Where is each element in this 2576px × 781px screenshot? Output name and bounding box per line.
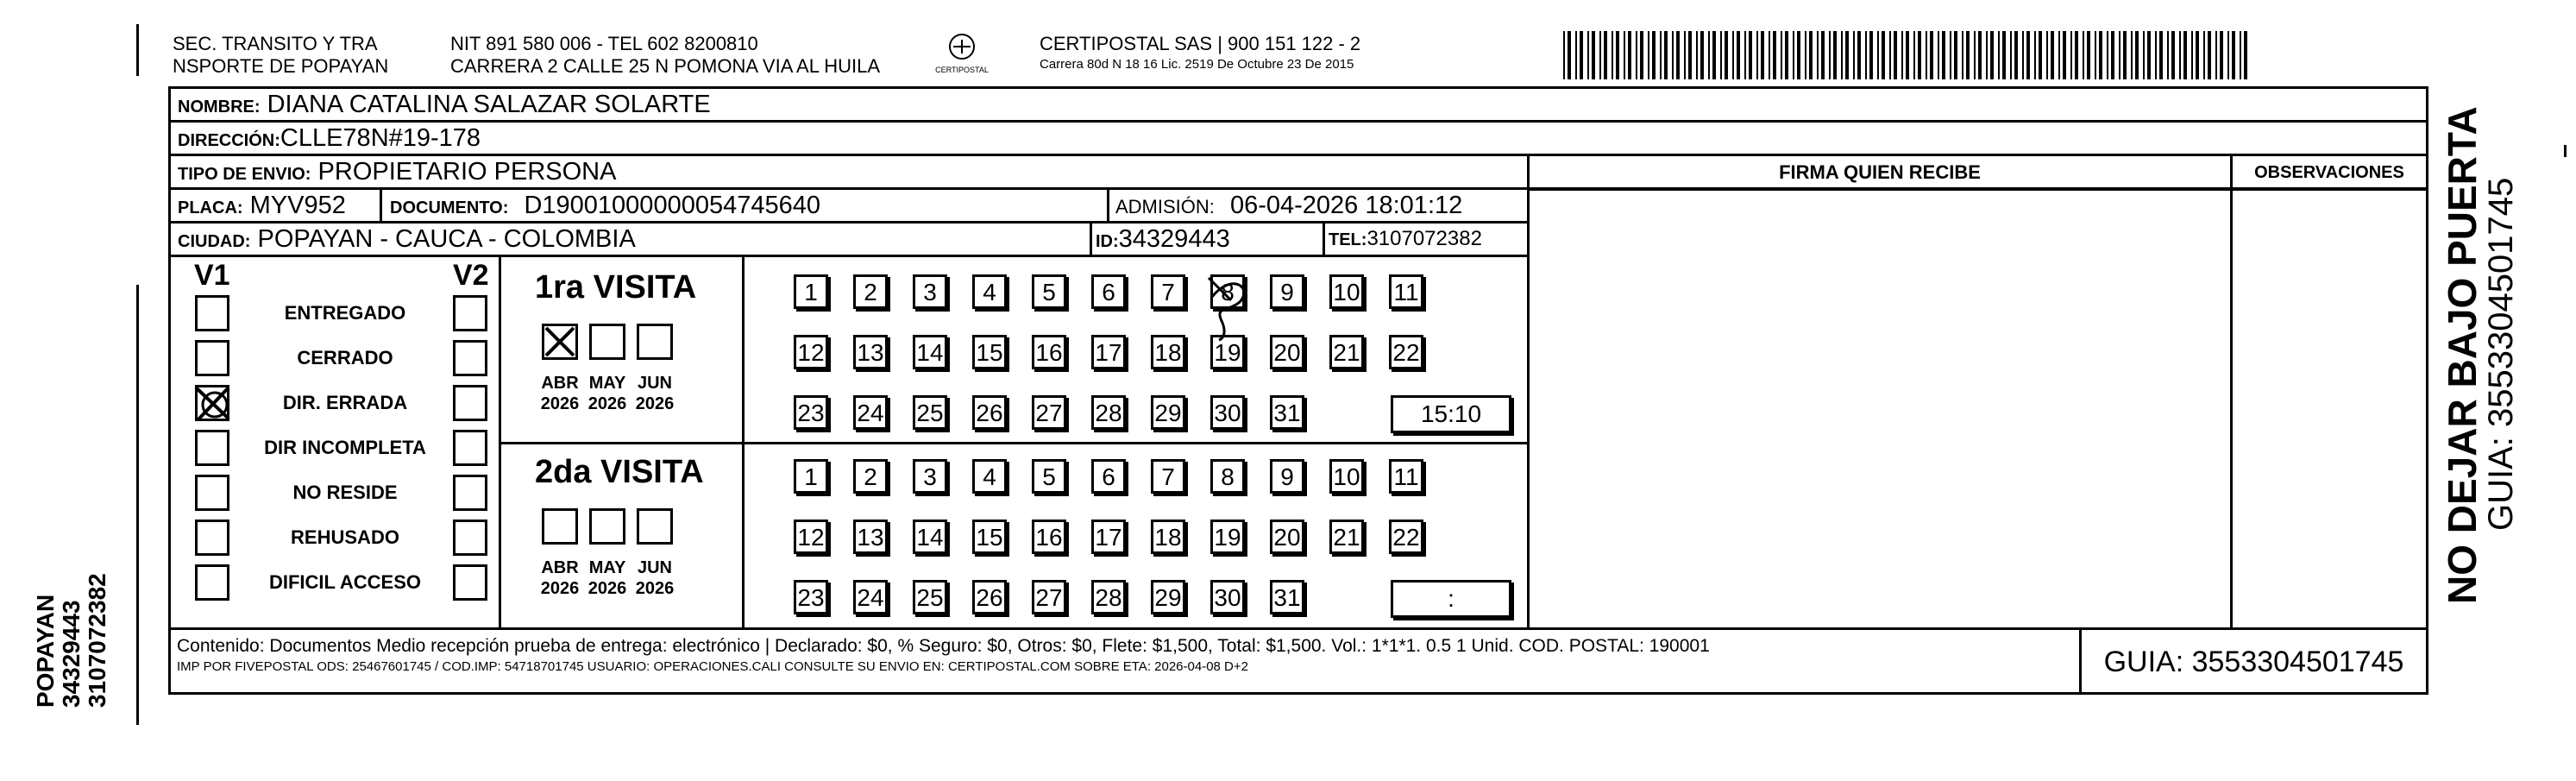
tel-label: TEL: xyxy=(1329,230,1367,249)
barcode-bar xyxy=(1587,31,1589,79)
visit1-day-23[interactable]: 23 xyxy=(794,395,828,430)
left-id: 34329443 xyxy=(58,600,85,708)
id-label: ID: xyxy=(1096,232,1119,251)
visit2-day-7[interactable]: 7 xyxy=(1151,459,1185,494)
status-v1-checkbox[interactable] xyxy=(195,564,229,601)
visit2-day-2[interactable]: 2 xyxy=(853,459,888,494)
barcode-bar xyxy=(1769,31,1770,79)
barcode-bar xyxy=(1853,31,1855,79)
visit1-day-31[interactable]: 31 xyxy=(1270,395,1304,430)
left-divider-bottom xyxy=(136,285,139,725)
visit2-day-25[interactable]: 25 xyxy=(913,580,947,614)
barcode-bar xyxy=(2191,31,2193,79)
visit2-day-23[interactable]: 23 xyxy=(794,580,828,614)
barcode-bar xyxy=(1636,31,1637,79)
content-line: Contenido: Documentos Medio recepción prueba de entrega: electrónico | Declarado: $0, % Seguro: $0, Otros: $0, Flete: $1,500, Total: $1,500. Vol.: 1*1*1. 0.5 1 Unid. COD. POSTAL: 190001 xyxy=(177,636,1710,656)
barcode-bar xyxy=(2143,31,2145,79)
visit1-day-1[interactable]: 1 xyxy=(794,274,828,309)
city-value: POPAYAN - CAUCA - COLOMBIA xyxy=(257,225,636,253)
id-divider xyxy=(1090,224,1092,255)
barcode-bar xyxy=(1966,31,1970,79)
left-city: POPAYAN xyxy=(32,594,59,708)
visit1-day-29[interactable]: 29 xyxy=(1151,395,1185,430)
barcode-bar xyxy=(1563,31,1565,79)
visit1-day-15[interactable]: 15 xyxy=(972,335,1007,369)
barcode-bar xyxy=(1974,31,1976,79)
sender-line1: SEC. TRANSITO Y TRA xyxy=(173,33,378,54)
barcode-bar xyxy=(1962,31,1963,79)
barcode-bar xyxy=(2034,31,2036,79)
barcode-bar xyxy=(2131,31,2133,79)
recipient-address: CLLE78N#19-178 xyxy=(280,124,481,152)
name-label: NOMBRE: xyxy=(178,98,261,117)
barcode-bar xyxy=(1688,31,1692,79)
barcode-bar xyxy=(1599,31,1601,79)
observations-area[interactable] xyxy=(2233,191,2426,627)
footer-text xyxy=(177,635,2070,677)
visit2-day-29[interactable]: 29 xyxy=(1151,580,1185,614)
barcode-bar xyxy=(2087,31,2090,79)
barcode-bar xyxy=(1901,31,1903,79)
status-label: DIR INCOMPLETA xyxy=(264,437,426,458)
barcode-bar xyxy=(1869,31,1873,79)
status-v2-checkbox[interactable] xyxy=(453,564,487,601)
visit2-day-3[interactable]: 3 xyxy=(913,459,947,494)
visit1-day-18[interactable]: 18 xyxy=(1151,335,1185,369)
visit1-day-2[interactable]: 2 xyxy=(853,274,888,309)
barcode-bar xyxy=(1918,31,1921,79)
barcode-bar xyxy=(1877,31,1879,79)
document-label: DOCUMENTO: xyxy=(390,198,509,217)
barcode-bar xyxy=(1889,31,1891,79)
month-year: 2026 xyxy=(540,579,580,598)
barcode-bar xyxy=(1882,31,1885,79)
barcode-bar xyxy=(1913,31,1915,79)
address-label: DIRECCIÓN: xyxy=(178,131,280,150)
status-v2-checkbox[interactable] xyxy=(453,430,487,466)
barcode-bar xyxy=(1773,31,1776,79)
visit1-day-24[interactable]: 24 xyxy=(853,395,888,430)
status-v2-checkbox[interactable] xyxy=(453,475,487,511)
barcode-bar xyxy=(2208,31,2211,79)
visit2-day-31[interactable]: 31 xyxy=(1270,580,1304,614)
visit1-day-30[interactable]: 30 xyxy=(1210,395,1245,430)
month-name: JUN xyxy=(637,558,672,577)
barcode-bar xyxy=(1781,31,1782,79)
side-warning: NO DEJAR BAJO PUERTA xyxy=(2440,106,2485,604)
visit2-day-21[interactable]: 21 xyxy=(1329,520,1364,554)
visit2-day-15[interactable]: 15 xyxy=(972,520,1007,554)
visit1-day-7[interactable]: 7 xyxy=(1151,274,1185,309)
visit1-day-16[interactable]: 16 xyxy=(1032,335,1066,369)
issuer-block xyxy=(450,33,880,78)
month-name: MAY xyxy=(588,374,626,393)
plate-divider xyxy=(380,190,382,221)
month-name: MAY xyxy=(588,558,626,577)
barcode-bar xyxy=(2039,31,2042,79)
visit2-month-label xyxy=(629,557,681,599)
barcode-bar xyxy=(2075,31,2078,79)
barcode-bar xyxy=(1676,31,1680,79)
visit2-day-11[interactable]: 11 xyxy=(1389,459,1423,494)
visit1-day-3[interactable]: 3 xyxy=(913,274,947,309)
visit1-day-11[interactable]: 11 xyxy=(1389,274,1423,309)
barcode-bar xyxy=(1829,31,1831,79)
barcode-bar xyxy=(2026,31,2030,79)
barcode-bar xyxy=(1648,31,1649,79)
barcode-bar xyxy=(2159,31,2163,79)
status-v1-checkbox[interactable] xyxy=(195,475,229,511)
barcode-bar xyxy=(1672,31,1674,79)
nit-line: NIT 891 580 006 - TEL 602 8200810 xyxy=(450,33,758,54)
barcode-bar xyxy=(2058,31,2060,79)
plate-label: PLACA: xyxy=(178,198,243,217)
barcode-bar xyxy=(2196,31,2199,79)
barcode-bar xyxy=(2123,31,2127,79)
barcode-bar xyxy=(1950,31,1951,79)
visit1-day-21[interactable]: 21 xyxy=(1329,335,1364,369)
visit1-day-25[interactable]: 25 xyxy=(913,395,947,430)
left-side-text xyxy=(33,535,110,708)
visit2-month-label xyxy=(534,557,586,599)
visit2-month-label xyxy=(581,557,633,599)
barcode-bar xyxy=(1821,31,1825,79)
barcode-bar xyxy=(2022,31,2024,79)
status-v2-checkbox[interactable] xyxy=(453,295,487,331)
status-label: ENTREGADO xyxy=(284,302,406,324)
visit2-time-box[interactable]: : xyxy=(1391,580,1511,618)
barcode-bar xyxy=(1998,31,2000,79)
barcode-bar xyxy=(1805,31,1806,79)
visit1-month-checkbox[interactable] xyxy=(589,324,625,360)
visit1-day-6[interactable]: 6 xyxy=(1091,274,1126,309)
barcode-bar xyxy=(2051,31,2054,79)
id-value: 34329443 xyxy=(1118,225,1230,253)
visit1-title: 1ra VISITA xyxy=(535,269,697,305)
barcode-bar xyxy=(1990,31,1994,79)
sender-block xyxy=(173,33,388,78)
visit2-day-19[interactable]: 19 xyxy=(1210,520,1245,554)
barcode-bar xyxy=(2147,31,2151,79)
barcode-bar xyxy=(1845,31,1849,79)
visit1-time-box[interactable]: 15:10 xyxy=(1391,395,1511,433)
status-v1-checkbox[interactable] xyxy=(195,385,229,421)
barcode-bar xyxy=(1604,31,1607,79)
barcode-bar xyxy=(1744,31,1746,79)
visit2-day-13[interactable]: 13 xyxy=(853,520,888,554)
visit1-day-26[interactable]: 26 xyxy=(972,395,1007,430)
barcode-bar xyxy=(2070,31,2072,79)
visit2-day-24[interactable]: 24 xyxy=(853,580,888,614)
visit1-day-14[interactable]: 14 xyxy=(913,335,947,369)
barcode-bar xyxy=(1696,31,1698,79)
imp-line: IMP POR FIVEPOSTAL ODS: 25467601745 / COD.IMP: 54718701745 USUARIO: OPERACIONES.CALI CONSULTE SU ENVIO EN: CERTIPOSTAL.COM SOBRE ETA: 2026-04-08 D+2 xyxy=(177,659,1248,674)
barcode-bar xyxy=(1954,31,1957,79)
sender-line2: NSPORTE DE POPAYAN xyxy=(173,55,389,77)
visit2-day-30[interactable]: 30 xyxy=(1210,580,1245,614)
visit2-day-18[interactable]: 18 xyxy=(1151,520,1185,554)
tel-value: 3107072382 xyxy=(1367,227,1482,250)
month-name: ABR xyxy=(541,558,579,577)
visit2-day-22[interactable]: 22 xyxy=(1389,520,1423,554)
barcode-bar xyxy=(2167,31,2169,79)
visit2-day-27[interactable]: 27 xyxy=(1032,580,1066,614)
left-tel: 3107072382 xyxy=(84,573,110,708)
barcode-bar xyxy=(1652,31,1656,79)
visit2-day-5[interactable]: 5 xyxy=(1032,459,1066,494)
barcode-bar xyxy=(1942,31,1945,79)
visit1-day-4[interactable]: 4 xyxy=(972,274,1007,309)
visit1-day-12[interactable]: 12 xyxy=(794,335,828,369)
barcode-bar xyxy=(1568,31,1571,79)
shipment-type: PROPIETARIO PERSONA xyxy=(317,158,617,186)
barcode-bar xyxy=(2107,31,2108,79)
status-label: NO RESIDE xyxy=(292,482,398,503)
recipient-name: DIANA CATALINA SALAZAR SOLARTE xyxy=(267,91,711,118)
visit1-day-8[interactable]: 8 xyxy=(1210,274,1245,309)
barcode-bar xyxy=(2095,31,2096,79)
barcode-bar xyxy=(2119,31,2120,79)
edge-mark xyxy=(2564,145,2567,157)
barcode-bar xyxy=(1841,31,1843,79)
barcode-bar xyxy=(1628,31,1631,79)
admission-label: ADMISIÓN: xyxy=(1115,196,1215,217)
visit2-month-checkbox[interactable] xyxy=(542,508,578,545)
visit1-month-label xyxy=(629,373,681,414)
visit2-day-8[interactable]: 8 xyxy=(1210,459,1245,494)
barcode-bar xyxy=(1817,31,1819,79)
visit2-day-9[interactable]: 9 xyxy=(1270,459,1304,494)
barcode-bar xyxy=(1575,31,1577,79)
visit1-day-mark xyxy=(1205,271,1253,340)
admission-value: 06-04-2026 18:01:12 xyxy=(1229,192,1463,219)
barcode-bar xyxy=(1616,31,1619,79)
barcode-bar xyxy=(2111,31,2114,79)
visit-separator xyxy=(501,442,1527,444)
status-label: CERRADO xyxy=(297,347,393,368)
barcode-bar xyxy=(1684,31,1686,79)
status-v2-checkbox[interactable] xyxy=(453,385,487,421)
barcode-bar xyxy=(2227,31,2229,79)
barcode-bar xyxy=(1660,31,1662,79)
plate-value: MYV952 xyxy=(249,192,346,219)
barcode-bar xyxy=(1785,31,1788,79)
visit2-day-12[interactable]: 12 xyxy=(794,520,828,554)
visit2-day-17[interactable]: 17 xyxy=(1091,520,1126,554)
visit1-day-22[interactable]: 22 xyxy=(1389,335,1423,369)
tel-divider xyxy=(1323,224,1325,255)
barcode-bar xyxy=(1978,31,1982,79)
barcode-bar xyxy=(1930,31,1933,79)
barcode-bar xyxy=(1580,31,1583,79)
name-row xyxy=(171,89,2426,123)
barcode-bar xyxy=(2083,31,2084,79)
visit2-day-4[interactable]: 4 xyxy=(972,459,1007,494)
month-year: 2026 xyxy=(635,394,675,413)
barcode-bar xyxy=(2135,31,2139,79)
barcode-bar xyxy=(1761,31,1764,79)
barcode-bar xyxy=(1926,31,1927,79)
barcode-bar xyxy=(2155,31,2157,79)
barcode-bar xyxy=(1833,31,1837,79)
barcode-bar xyxy=(2014,31,2018,79)
visit1-day-28[interactable]: 28 xyxy=(1091,395,1126,430)
barcode-bar xyxy=(2179,31,2181,79)
visit1-month-label xyxy=(581,373,633,414)
barcode-bar xyxy=(1857,31,1861,79)
visit1-day-13[interactable]: 13 xyxy=(853,335,888,369)
barcode-bar xyxy=(1664,31,1668,79)
month-name: JUN xyxy=(637,374,672,393)
visit2-month-checkbox[interactable] xyxy=(589,508,625,545)
barcode-bar xyxy=(1612,31,1613,79)
status-label: DIFICIL ACCESO xyxy=(268,571,421,593)
visit1-day-17[interactable]: 17 xyxy=(1091,335,1126,369)
barcode-bar xyxy=(1712,31,1716,79)
status-v1-checkbox[interactable] xyxy=(195,430,229,466)
barcode-bar xyxy=(2099,31,2102,79)
visit1-month-label xyxy=(534,373,586,414)
month-year: 2026 xyxy=(587,579,627,598)
visit2-day-14[interactable]: 14 xyxy=(913,520,947,554)
status-v2-checkbox[interactable] xyxy=(453,340,487,376)
document-value: D19001000000054745640 xyxy=(524,192,820,219)
barcode-bar xyxy=(1749,31,1752,79)
visit1-day-9[interactable]: 9 xyxy=(1270,274,1304,309)
footer-rule xyxy=(171,627,2426,630)
side-guia: GUIA: 3553304501745 xyxy=(2482,177,2520,531)
month-year: 2026 xyxy=(540,394,580,413)
company-logo xyxy=(927,28,996,79)
city-row xyxy=(171,224,1527,257)
barcode-bar xyxy=(2010,31,2012,79)
city-label: CIUDAD: xyxy=(178,232,251,251)
month-name: ABR xyxy=(541,374,579,393)
barcode-bar xyxy=(1720,31,1722,79)
barcode-bar xyxy=(2046,31,2048,79)
signature-header: FIRMA QUIEN RECIBE xyxy=(1779,161,1981,183)
barcode-bar xyxy=(2215,31,2217,79)
visit2-day-10[interactable]: 10 xyxy=(1329,459,1364,494)
barcode-bar xyxy=(1592,31,1595,79)
visit2-day-16[interactable]: 16 xyxy=(1032,520,1066,554)
company-line: CERTIPOSTAL SAS | 900 151 122 - 2 xyxy=(1040,33,1361,54)
status-v1-checkbox[interactable] xyxy=(195,295,229,331)
observations-header: OBSERVACIONES xyxy=(2254,163,2404,182)
visit2-day-26[interactable]: 26 xyxy=(972,580,1007,614)
v1-label: V1 xyxy=(194,259,230,292)
barcode xyxy=(1561,31,2259,79)
status-v2-checkbox[interactable] xyxy=(453,520,487,556)
logo-wordmark: CERTIPOSTAL xyxy=(935,66,989,74)
barcode-bar xyxy=(2002,31,2006,79)
visit2-title: 2da VISITA xyxy=(535,454,704,490)
barcode-bar xyxy=(2220,31,2223,79)
issuer-address: CARRERA 2 CALLE 25 N POMONA VIA AL HUILA xyxy=(450,55,881,77)
visit1-day-19[interactable]: 19 xyxy=(1210,335,1245,369)
status-v1-checkbox[interactable] xyxy=(195,340,229,376)
barcode-bar xyxy=(1865,31,1867,79)
barcode-bar xyxy=(1938,31,1939,79)
visit2-day-1[interactable]: 1 xyxy=(794,459,828,494)
barcode-bar xyxy=(1725,31,1728,79)
admission-divider xyxy=(1107,190,1109,221)
address-row xyxy=(171,123,2426,156)
status-v1-checkbox[interactable] xyxy=(195,520,229,556)
status-label: REHUSADO xyxy=(291,526,399,548)
barcode-bar xyxy=(2244,31,2247,79)
barcode-bar xyxy=(1640,31,1643,79)
visit1-month-checkbox[interactable] xyxy=(637,324,673,360)
visit2-month-checkbox[interactable] xyxy=(637,508,673,545)
left-divider-top xyxy=(136,24,139,76)
type-label: TIPO DE ENVIO: xyxy=(178,165,311,184)
visit2-day-6[interactable]: 6 xyxy=(1091,459,1126,494)
barcode-bar xyxy=(2240,31,2241,79)
visit1-month-checkbox[interactable] xyxy=(542,324,578,360)
barcode-bar xyxy=(2203,31,2205,79)
barcode-bar xyxy=(1732,31,1734,79)
visit1-day-20[interactable]: 20 xyxy=(1270,335,1304,369)
visit2-day-20[interactable]: 20 xyxy=(1270,520,1304,554)
barcode-bar xyxy=(2063,31,2066,79)
barcode-bar xyxy=(1624,31,1625,79)
barcode-bar xyxy=(1906,31,1909,79)
barcode-bar xyxy=(2171,31,2175,79)
barcode-bar xyxy=(1756,31,1758,79)
barcode-bar xyxy=(1809,31,1813,79)
v2-label: V2 xyxy=(453,259,489,292)
visit1-day-10[interactable]: 10 xyxy=(1329,274,1364,309)
barcode-bar xyxy=(2183,31,2187,79)
month-year: 2026 xyxy=(587,394,627,413)
barcode-bar xyxy=(1797,31,1800,79)
barcode-bar xyxy=(1986,31,1988,79)
plate-row xyxy=(171,190,1527,224)
license-line: Carrera 80d N 18 16 Lic. 2519 De Octubre 23 De 2015 xyxy=(1040,57,1354,72)
barcode-bar xyxy=(2232,31,2235,79)
visit2-day-28[interactable]: 28 xyxy=(1091,580,1126,614)
barcode-bar xyxy=(1708,31,1710,79)
month-year: 2026 xyxy=(635,579,675,598)
company-block xyxy=(1040,33,1360,74)
visit1-day-27[interactable]: 27 xyxy=(1032,395,1066,430)
footer-guia: GUIA: 3553304501745 xyxy=(2103,646,2404,678)
barcode-bar xyxy=(1700,31,1704,79)
barcode-bar xyxy=(1894,31,1897,79)
barcode-bar xyxy=(1793,31,1794,79)
status-label: DIR. ERRADA xyxy=(282,392,408,413)
visit1-day-5[interactable]: 5 xyxy=(1032,274,1066,309)
signature-area[interactable] xyxy=(1530,191,2230,627)
barcode-bar xyxy=(1737,31,1740,79)
